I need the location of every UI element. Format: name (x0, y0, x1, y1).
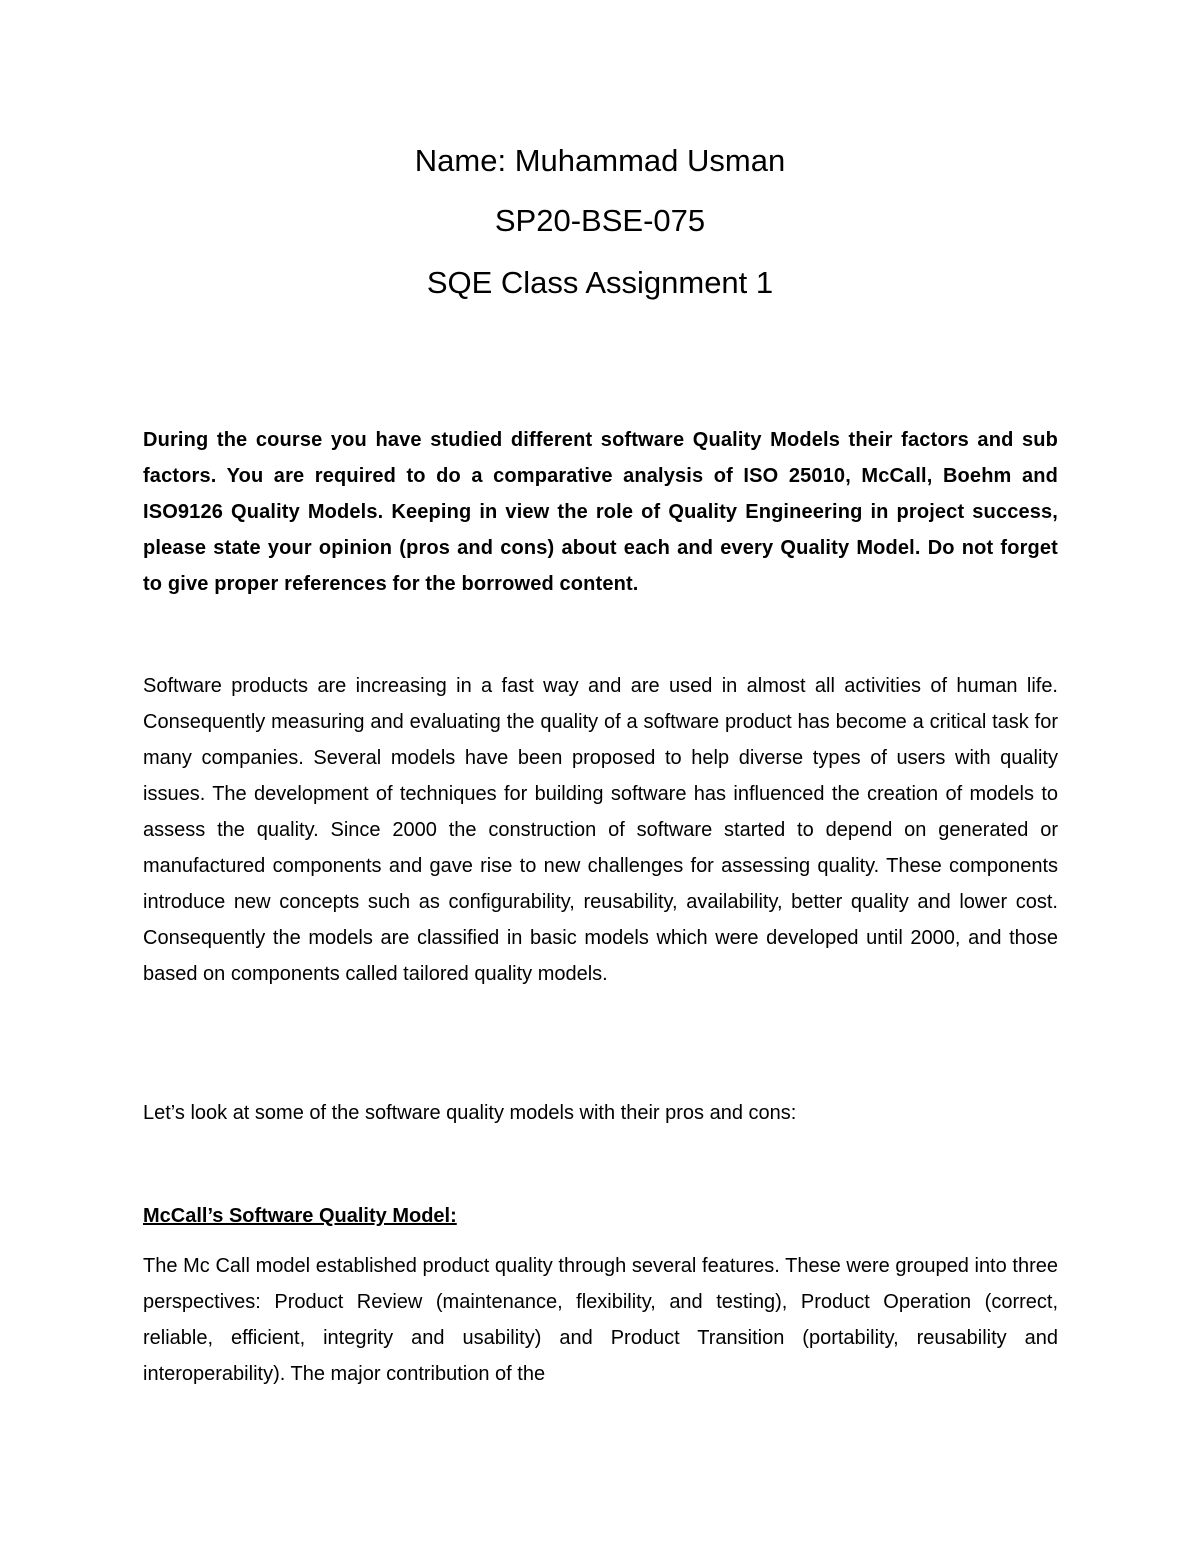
assignment-title: SQE Class Assignment 1 (426, 265, 774, 300)
intro-paragraph: Software products are increasing in a fast way and are used in almost all activities of human life. Consequently measuring and evaluating the quality of a software product has become a critical task for many companies. Several models have been proposed to help diverse types of users with quality issues. The development of techniques for building software has influenced the creation of models to assess the quality. Since 2000 the construction of software started to depend on generated or manufactured components and gave rise to new challenges for assessing quality. These components introduce new concepts such as configurability, reusability, availability, better quality and lower cost. Consequently the models are classified in basic models which were developed until 2000, and those based on components called tailored quality models. (143, 675, 1058, 985)
assignment-prompt: During the course you have studied different software Quality Models their factors and sub factors. You are required to do a comparative analysis of ISO 25010, McCall, Boehm and ISO9126 Quality Models. Keeping in view the role of Quality Engineering in project success, please state your opinion (pros and cons) about each and every Quality Model. Do not forget to give proper references for the borrowed content. (143, 429, 1058, 595)
lead-in-paragraph: Let’s look at some of the software quality models with their pros and cons: (143, 1102, 797, 1124)
student-name: Name: Muhammad Usman (414, 143, 786, 178)
registration-number: SP20-BSE-075 (494, 203, 706, 238)
mccall-paragraph: The Mc Call model established product quality through several features. These were grouped into three perspectives: Product Review (maintenance, flexibility, and testing), Product Operation (correct, reliable, efficient, integrity and usability) and Product Transition (portability, reusability and interoperability). The major contribution of the (143, 1255, 1058, 1385)
section-heading-mccall: McCall’s Software Quality Model: (143, 1205, 457, 1227)
